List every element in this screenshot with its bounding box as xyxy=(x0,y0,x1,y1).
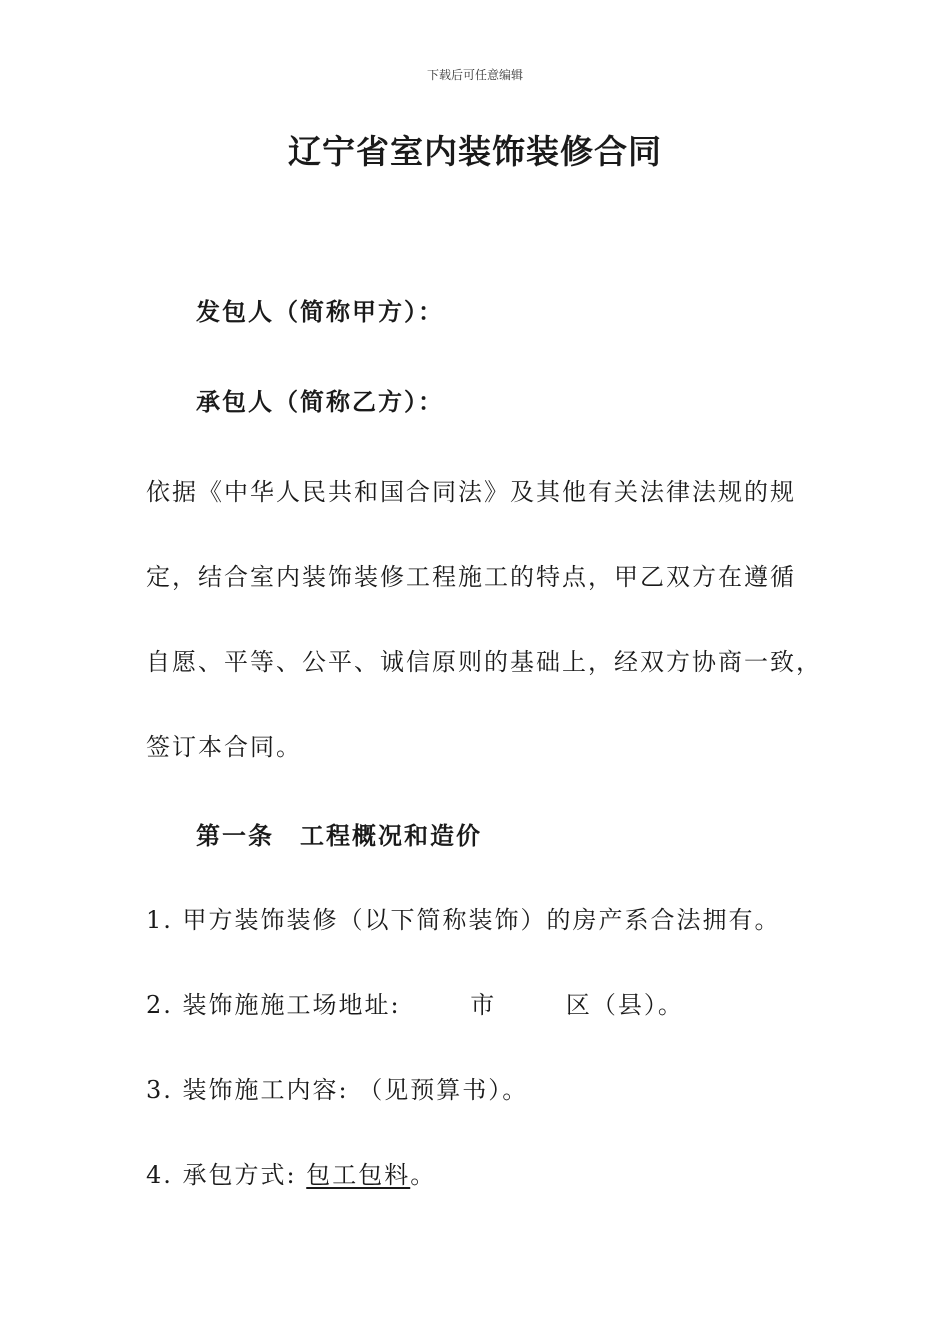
preamble-line-1: 依据《中华人民共和国合同法》及其他有关法律法规的规 xyxy=(146,478,796,506)
article-1-heading: 第一条 工程概况和造价 xyxy=(196,822,482,850)
article-1-item-4 xyxy=(146,1155,436,1190)
article-1-item-2 xyxy=(146,985,684,1020)
page-header: 下载后可任意编辑 xyxy=(426,68,523,82)
preamble-line-3: 自愿、平等、公平、诚信原则的基础上，经双方协商一致， xyxy=(146,648,822,676)
item-4-end: 。 xyxy=(410,1161,437,1189)
article-1-item-1: 1. 甲方装饰装修（以下简称装饰）的房产系合法拥有。 xyxy=(146,906,781,934)
preamble-line-2: 定，结合室内装饰装修工程施工的特点，甲乙双方在遵循 xyxy=(146,563,796,591)
party-a-label: 发包人（简称甲方）： xyxy=(196,298,444,326)
article-1-item-3: 3. 装饰施工内容: （见预算书）。 xyxy=(146,1076,529,1104)
item-2-label: 2. 装饰施施工场地址: xyxy=(146,991,401,1019)
party-b-label: 承包人（简称乙方）： xyxy=(196,388,444,416)
item-2-district: 区（县）。 xyxy=(565,991,684,1019)
item-2-city: 市 xyxy=(470,991,497,1019)
preamble-line-4: 签订本合同。 xyxy=(146,733,302,761)
item-4-value: 包工包料 xyxy=(306,1161,411,1189)
document-title: 辽宁省室内装饰装修合同 xyxy=(288,132,662,171)
item-4-label: 4. 承包方式: xyxy=(146,1161,307,1189)
